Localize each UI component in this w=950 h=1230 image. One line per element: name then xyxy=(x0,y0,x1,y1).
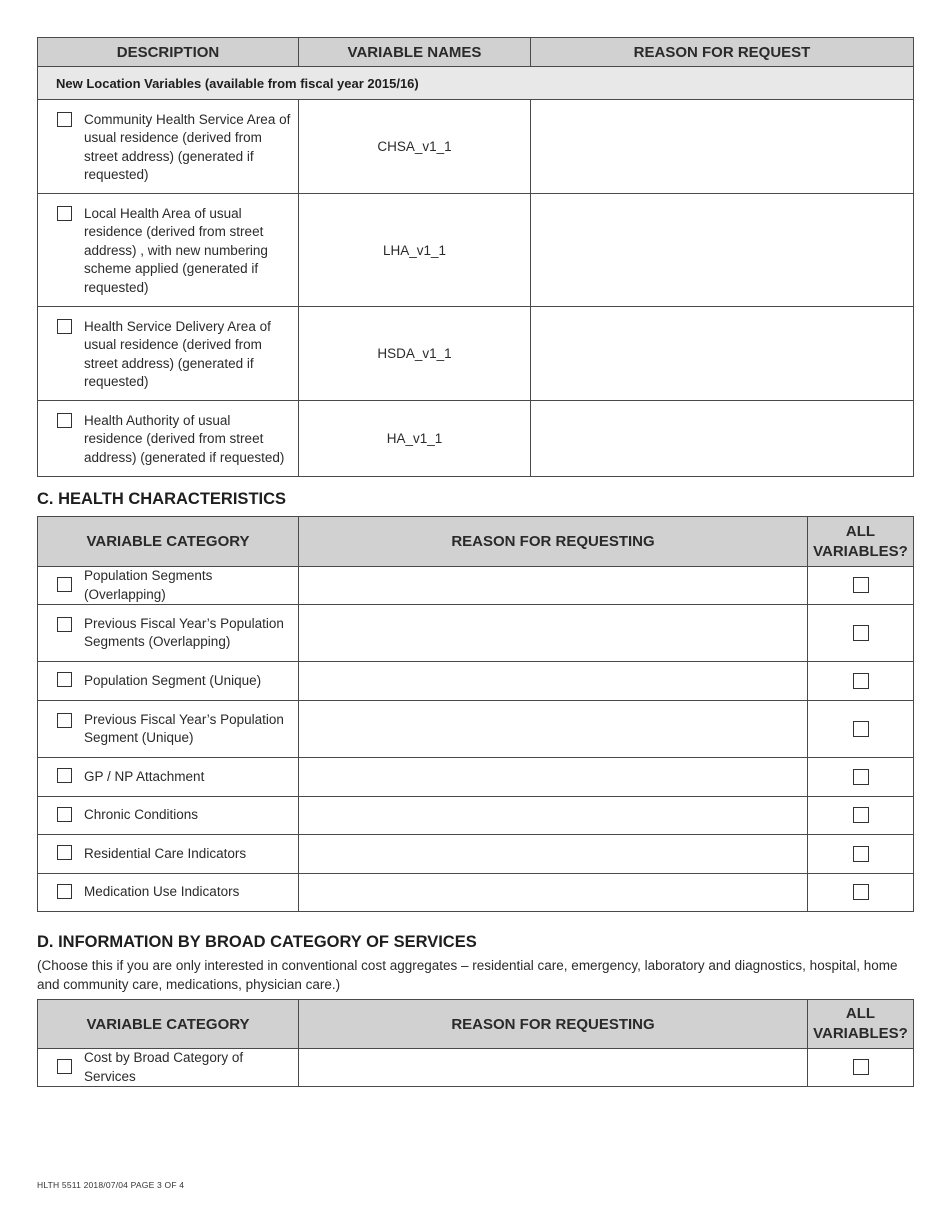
variable-name: HSDA_v1_1 xyxy=(299,307,531,401)
category-checkbox[interactable] xyxy=(57,577,72,592)
category-checkbox[interactable] xyxy=(57,1059,72,1074)
section-d-title: D. INFORMATION BY BROAD CATEGORY OF SERVICES xyxy=(37,933,477,951)
category-label: Chronic Conditions xyxy=(84,807,199,823)
header-variable-category: VARIABLE CATEGORY xyxy=(38,1000,299,1049)
reason-field[interactable] xyxy=(531,100,914,194)
location-subheader: New Location Variables (available from fiscal year 2015/16) xyxy=(38,67,914,100)
variable-name: HA_v1_1 xyxy=(299,401,531,477)
category-label: Medication Use Indicators xyxy=(84,884,240,900)
all-variables-checkbox[interactable] xyxy=(853,625,869,641)
category-label: Population Segments (Overlapping) xyxy=(84,568,213,602)
header-variable-category: VARIABLE CATEGORY xyxy=(38,517,299,567)
category-cell xyxy=(38,701,299,758)
reason-field[interactable] xyxy=(299,567,808,605)
all-variables-checkbox[interactable] xyxy=(853,807,869,823)
all-variables-checkbox[interactable] xyxy=(853,1059,869,1075)
description-cell xyxy=(38,194,299,307)
description-cell xyxy=(38,100,299,194)
all-variables-cell xyxy=(808,605,914,662)
variable-name: LHA_v1_1 xyxy=(299,194,531,307)
category-cell xyxy=(38,1049,299,1087)
table-row xyxy=(38,194,914,307)
all-variables-cell xyxy=(808,835,914,874)
category-checkbox[interactable] xyxy=(57,768,72,783)
health-table-header xyxy=(38,517,914,567)
reason-field[interactable] xyxy=(299,1049,808,1087)
health-characteristics-table xyxy=(37,516,914,912)
header-all-variables: ALL VARIABLES? xyxy=(808,1000,914,1049)
ha-checkbox[interactable] xyxy=(57,413,72,428)
table-row xyxy=(38,701,914,758)
reason-field[interactable] xyxy=(531,307,914,401)
all-variables-checkbox[interactable] xyxy=(853,577,869,593)
all-variables-cell xyxy=(808,701,914,758)
category-label: GP / NP Attachment xyxy=(84,768,205,784)
table-row xyxy=(38,662,914,701)
hsda-checkbox[interactable] xyxy=(57,319,72,334)
description-text: Local Health Area of usual residence (derived from street address) , with new numbering scheme applied (generated if requested) xyxy=(84,205,268,295)
all-variables-checkbox[interactable] xyxy=(853,846,869,862)
category-checkbox[interactable] xyxy=(57,713,72,728)
reason-field[interactable] xyxy=(531,194,914,307)
broad-table-header xyxy=(38,1000,914,1049)
header-all-variables: ALL VARIABLES? xyxy=(808,517,914,567)
category-cell xyxy=(38,662,299,701)
table-row xyxy=(38,605,914,662)
all-variables-cell xyxy=(808,797,914,835)
location-table-header xyxy=(38,38,914,67)
section-c-title: C. HEALTH CHARACTERISTICS xyxy=(37,490,287,508)
reason-field[interactable] xyxy=(299,701,808,758)
header-reason-for-request: REASON FOR REQUEST xyxy=(531,38,914,67)
reason-field[interactable] xyxy=(299,835,808,874)
broad-category-table xyxy=(37,999,914,1087)
category-cell xyxy=(38,605,299,662)
all-variables-cell xyxy=(808,874,914,912)
reason-field[interactable] xyxy=(299,797,808,835)
category-label: Previous Fiscal Year’s Population Segment (Unique) xyxy=(84,711,284,745)
description-cell xyxy=(38,401,299,477)
table-row xyxy=(38,835,914,874)
table-row xyxy=(38,307,914,401)
page-footer: HLTH 5511 2018/07/04 PAGE 3 OF 4 xyxy=(37,1180,185,1190)
category-cell xyxy=(38,567,299,605)
category-checkbox[interactable] xyxy=(57,884,72,899)
description-cell xyxy=(38,307,299,401)
header-reason-for-requesting: REASON FOR REQUESTING xyxy=(299,517,808,567)
category-label: Population Segment (Unique) xyxy=(84,672,262,688)
description-text: Health Service Delivery Area of usual residence (derived from street address) (generated if requested) xyxy=(84,318,271,389)
category-checkbox[interactable] xyxy=(57,672,72,687)
category-cell xyxy=(38,835,299,874)
all-variables-cell xyxy=(808,567,914,605)
table-row xyxy=(38,401,914,477)
all-variables-checkbox[interactable] xyxy=(853,673,869,689)
header-variable-names: VARIABLE NAMES xyxy=(299,38,531,67)
chsa-checkbox[interactable] xyxy=(57,112,72,127)
description-text: Community Health Service Area of usual residence (derived from street address) (generated if requested) xyxy=(84,111,291,182)
header-description: DESCRIPTION xyxy=(38,38,299,67)
all-variables-checkbox[interactable] xyxy=(853,769,869,785)
table-row xyxy=(38,874,914,912)
description-text: Health Authority of usual residence (derived from street address) (generated if requested) xyxy=(84,412,285,465)
category-checkbox[interactable] xyxy=(57,617,72,632)
category-label: Previous Fiscal Year’s Population Segments (Overlapping) xyxy=(84,615,284,649)
all-variables-checkbox[interactable] xyxy=(853,721,869,737)
all-variables-cell xyxy=(808,758,914,797)
table-row xyxy=(38,567,914,605)
reason-field[interactable] xyxy=(299,662,808,701)
all-variables-cell xyxy=(808,1049,914,1087)
reason-field[interactable] xyxy=(299,874,808,912)
category-cell xyxy=(38,758,299,797)
lha-checkbox[interactable] xyxy=(57,206,72,221)
all-variables-checkbox[interactable] xyxy=(853,884,869,900)
location-subheader-row xyxy=(38,67,914,100)
location-variables-table xyxy=(37,37,914,477)
reason-field[interactable] xyxy=(299,605,808,662)
category-label: Residential Care Indicators xyxy=(84,845,247,861)
reason-field[interactable] xyxy=(531,401,914,477)
reason-field[interactable] xyxy=(299,758,808,797)
category-checkbox[interactable] xyxy=(57,807,72,822)
table-row xyxy=(38,100,914,194)
table-row xyxy=(38,758,914,797)
table-row xyxy=(38,1049,914,1087)
table-row xyxy=(38,797,914,835)
section-d-note: (Choose this if you are only interested in conventional cost aggregates – residential care, emergency, laboratory and diagnostics, hospital, home and community care, medications, physician care.) xyxy=(37,958,898,992)
category-label: Cost by Broad Category of Services xyxy=(84,1050,244,1084)
category-cell xyxy=(38,797,299,835)
all-variables-cell xyxy=(808,662,914,701)
category-checkbox[interactable] xyxy=(57,845,72,860)
header-reason-for-requesting: REASON FOR REQUESTING xyxy=(299,1000,808,1049)
category-cell xyxy=(38,874,299,912)
variable-name: CHSA_v1_1 xyxy=(299,100,531,194)
